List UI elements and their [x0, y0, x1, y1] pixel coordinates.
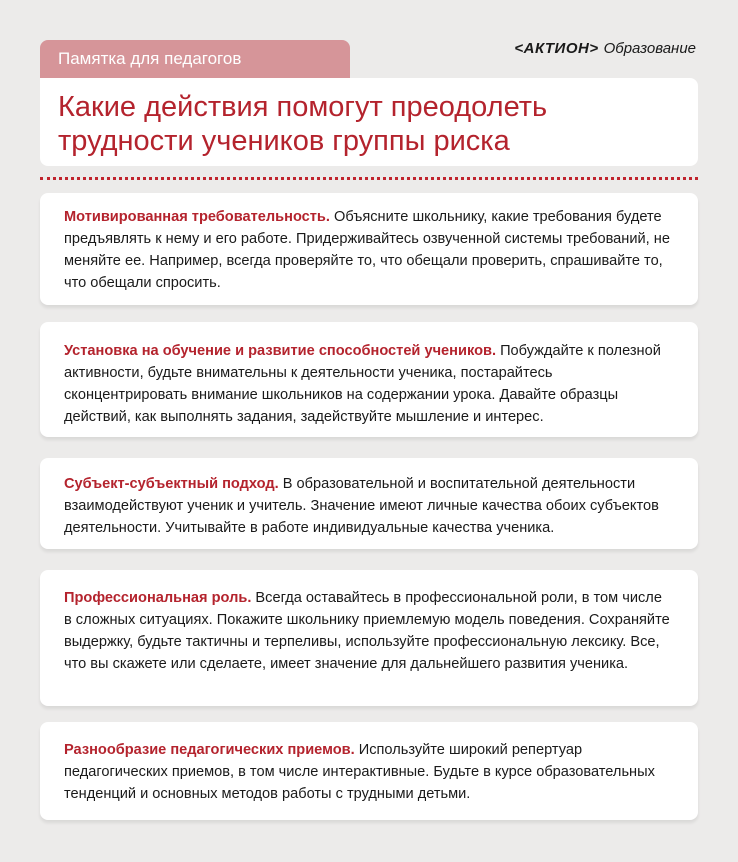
tip-text: Побуждайте к полезной активности, будьте внимательны к деятельности ученика, постарайтесь сконцентрировать внимание школьников на содержании урока. Давайте образцы действий, как выполнять задания, задействуйте мышление и интерес.	[64, 343, 661, 425]
tip-heading: Установка на обучение и развитие способностей учеников.	[64, 343, 497, 359]
tip-text: В образовательной и воспитательной деятельности взаимодействуют ученик и учитель. Значение имеют личные качества обоих субъектов деятельности. Учитывайте в работе индивидуальные качества ученика.	[64, 476, 659, 536]
tip-card-4	[40, 570, 698, 706]
tip-heading: Мотивированная требовательность.	[64, 209, 330, 225]
tip-card-3	[40, 458, 698, 549]
tip-paragraph	[64, 206, 672, 294]
brand-logo-text: <АКТИОН>	[514, 40, 599, 57]
tip-card-2	[40, 322, 698, 437]
brand-logo	[514, 40, 696, 62]
page-title: Какие действия помогут преодолеть трудности учеников группы риска	[58, 91, 548, 157]
tip-card-5	[40, 722, 698, 820]
tip-heading: Разнообразие педагогических приемов.	[64, 742, 355, 758]
title-card	[40, 78, 698, 166]
tip-card-1	[40, 193, 698, 305]
dotted-divider	[40, 177, 698, 180]
tip-paragraph	[64, 473, 672, 539]
tip-text: Используйте широкий репертуар педагогических приемов, в том числе интерактивные. Будьте в курсе образовательных тенденций и основных методов работы с трудными детьми.	[64, 742, 655, 802]
brand-section-text: Образование	[603, 40, 696, 57]
memo-tag: Памятка для педагогов	[40, 40, 350, 78]
tip-paragraph	[64, 587, 672, 675]
tip-paragraph	[64, 739, 672, 805]
tip-paragraph	[64, 340, 672, 428]
tip-text: Объясните школьнику, какие требования будете предъявлять к нему и его работе. Придерживайтесь озвученной системы требований, не меняйте ее. Например, всегда проверяйте то, что обещали проверить, спрашивайте то, что обещали спросить.	[64, 209, 670, 291]
tip-heading: Субъект-субъектный подход.	[64, 476, 279, 492]
tip-heading: Профессиональная роль.	[64, 590, 252, 606]
tip-text: Всегда оставайтесь в профессиональной роли, в том числе в сложных ситуациях. Покажите школьнику приемлемую модель поведения. Сохраняйте выдержку, будьте тактичны и терпеливы, используйте профессиональную лексику. Все, что вы скажете или сделаете, имеет значение для дальнейшего развития ученика.	[64, 590, 670, 672]
